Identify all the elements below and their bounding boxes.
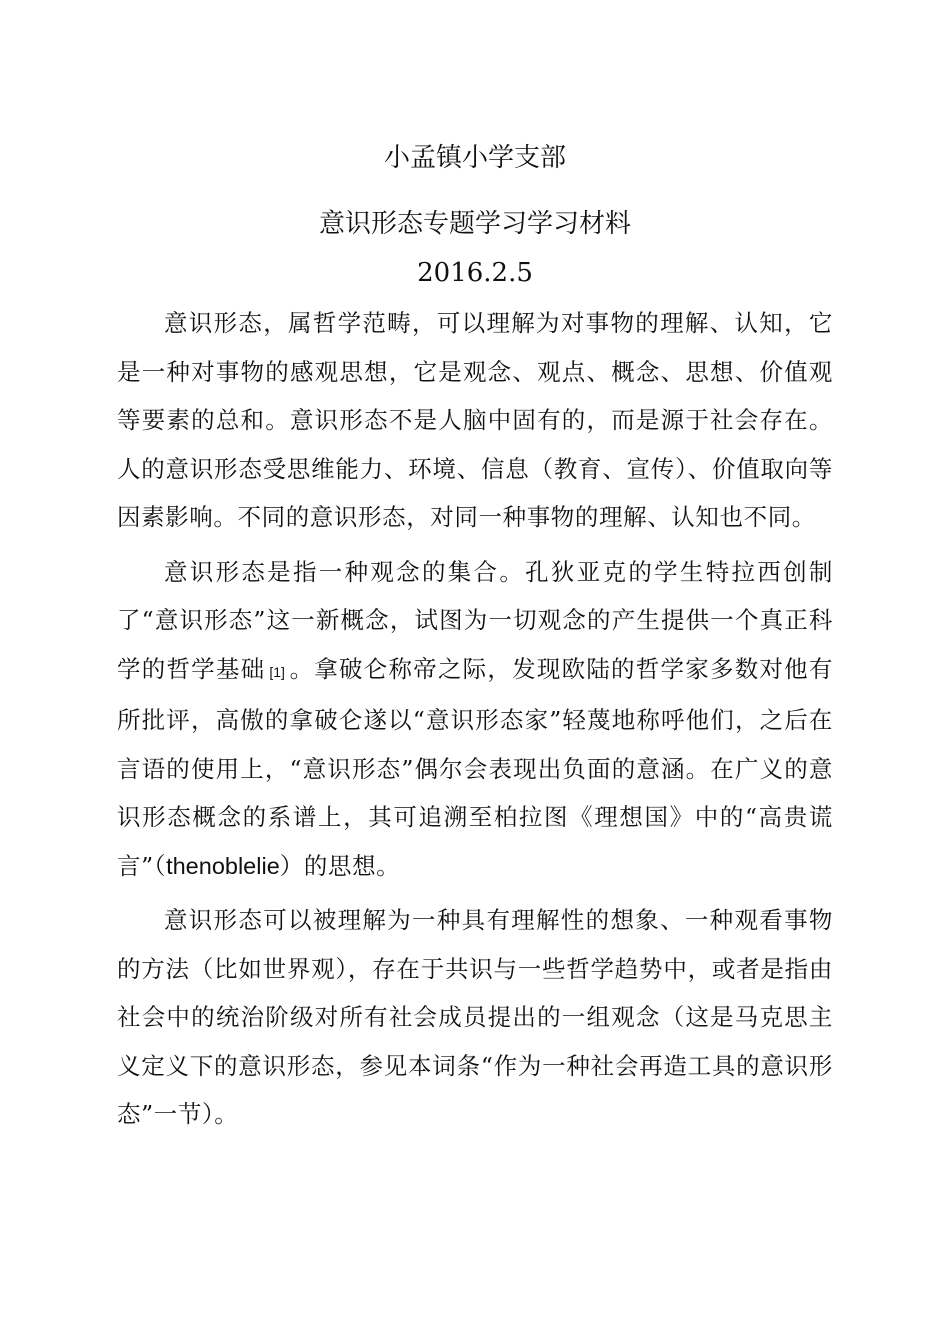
citation-ref: [1] — [269, 663, 285, 680]
document-title: 意识形态专题学习学习材料 — [318, 209, 631, 239]
latin-term: thenoblelie — [166, 852, 280, 879]
paragraph-2 — [117, 548, 833, 891]
paragraph-2-text-b: 。拿破仑称帝之际，发现欧陆的哲学家多数对他有所批评，高傲的拿破仑遂以“意识形态家”轻蔑地称呼他们，之后在言语的使用上，“意识形态”偶尔会表现出负面的意涵。在广义的意识形态概念的系谱上，其可追溯至柏拉图《理想国》中的“高贵谎言”（ — [117, 654, 833, 880]
paragraph-1: 意识形态，属哲学范畴，可以理解为对事物的理解、认知，它是一种对事物的感观思想，它是观念、观点、概念、思想、价值观等要素的总和。意识形态不是人脑中固有的，而是源于社会存在。人的意识形态受思维能力、环境、信息（教育、宣传）、价值取向等因素影响。不同的意识形态，对同一种事物的理解、认知也不同。 — [117, 309, 833, 531]
document-date: 2016.2.5 — [417, 258, 533, 288]
paragraph-2-text-a: 意识形态是指一种观念的集合。孔狄亚克的学生特拉西创制了“意识形态”这一新概念，试图为一切观念的产生提供一个真正科学的哲学基础 — [117, 557, 833, 683]
paragraph-3: 意识形态可以被理解为一种具有理解性的想象、一种观看事物的方法（比如世界观），存在于共识与一些哲学趋势中，或者是指由社会中的统治阶级对所有社会成员提出的一组观念（这是马克思主义定义下的意识形态，参见本词条“作为一种社会再造工具的意识形态”一节）。 — [117, 906, 833, 1128]
document-body — [117, 299, 833, 1145]
paragraph-2-text-c: ）的思想。 — [279, 851, 401, 880]
org-heading: 小孟镇小学支部 — [383, 143, 566, 173]
